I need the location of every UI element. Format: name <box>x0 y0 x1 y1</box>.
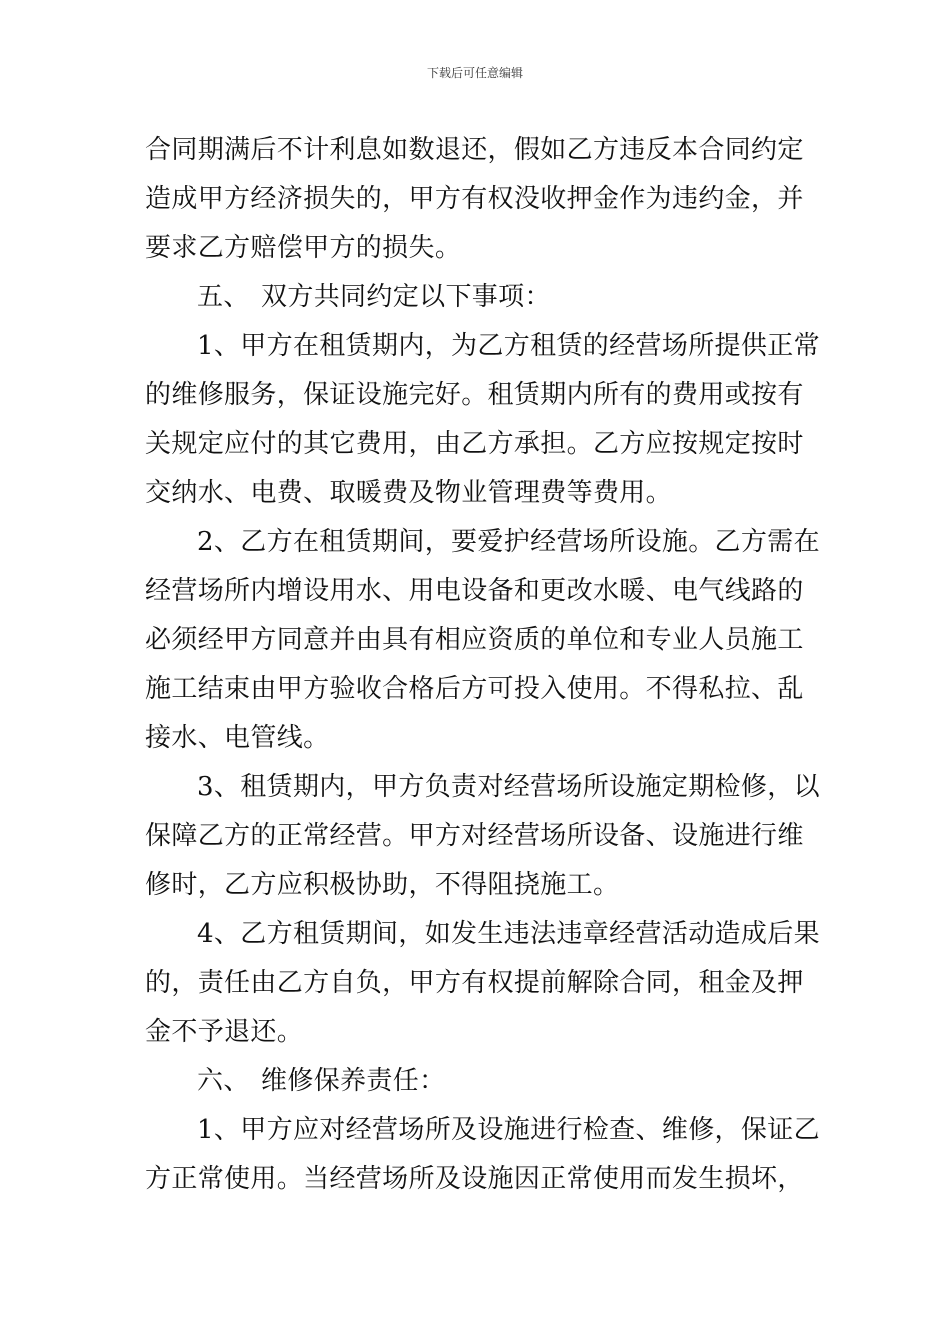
paragraph-line: 要求乙方赔偿甲方的损失。 <box>145 233 462 263</box>
document-body <box>145 126 820 1204</box>
section-title: 维修保养责任： <box>261 1066 446 1096</box>
paragraph-line: 施工结束由甲方验收合格后方可投入使用。不得私拉、乱 <box>145 674 804 704</box>
section-number: 五、 <box>197 282 250 312</box>
paragraph-line: 接水、电管线。 <box>145 723 330 753</box>
paragraph-line: 修时，乙方应积极协助，不得阻挠施工。 <box>145 870 620 900</box>
paragraph-line: 2、乙方在租赁期间，要爱护经营场所设施。乙方需在 <box>197 527 820 557</box>
paragraph-line: 4、乙方租赁期间，如发生违法违章经营活动造成后果 <box>197 919 820 949</box>
paragraph-line: 1、甲方在租赁期内，为乙方租赁的经营场所提供正常 <box>197 331 820 361</box>
paragraph-line: 经营场所内增设用水、用电设备和更改水暖、电气线路的 <box>145 576 804 606</box>
paragraph-line: 关规定应付的其它费用，由乙方承担。乙方应按规定按时 <box>145 429 804 459</box>
paragraph-line: 保障乙方的正常经营。甲方对经营场所设备、设施进行维 <box>145 821 804 851</box>
section-heading-five <box>145 273 810 322</box>
paragraph-line: 方正常使用。当经营场所及设施因正常使用而发生损坏， <box>145 1164 804 1194</box>
page-header: 下载后可任意编辑 <box>426 66 523 80</box>
paragraph-line: 1、甲方应对经营场所及设施进行检查、维修，保证乙 <box>197 1115 820 1145</box>
section-title: 双方共同约定以下事项： <box>261 282 551 312</box>
section-number: 六、 <box>197 1066 250 1096</box>
paragraph-line: 金不予退还。 <box>145 1017 304 1047</box>
section-heading-six <box>145 1057 810 1106</box>
paragraph-line: 造成甲方经济损失的，甲方有权没收押金作为违约金，并 <box>145 184 804 214</box>
paragraph-line: 的，责任由乙方自负，甲方有权提前解除合同，租金及押 <box>145 968 804 998</box>
paragraph-line: 3、租赁期内，甲方负责对经营场所设施定期检修，以 <box>197 772 820 802</box>
paragraph-line: 交纳水、电费、取暖费及物业管理费等费用。 <box>145 478 673 508</box>
paragraph-line: 的维修服务，保证设施完好。租赁期内所有的费用或按有 <box>145 380 804 410</box>
paragraph-line: 合同期满后不计利息如数退还，假如乙方违反本合同约定 <box>145 135 804 165</box>
paragraph-line: 必须经甲方同意并由具有相应资质的单位和专业人员施工 <box>145 625 804 655</box>
